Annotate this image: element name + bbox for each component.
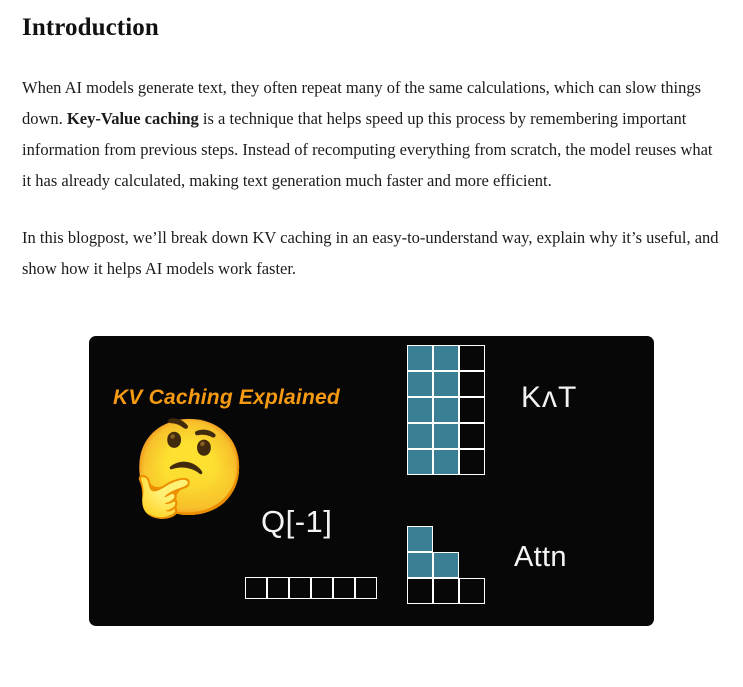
grid-cell — [459, 578, 485, 604]
grid-cell — [433, 423, 459, 449]
grid-cell — [407, 371, 433, 397]
emphasis-text: Key-Value caching — [66, 109, 199, 128]
grid-cell — [407, 345, 433, 371]
grid-cell — [407, 397, 433, 423]
grid-cell — [407, 552, 433, 578]
grid-cell — [245, 577, 267, 599]
figure-title: KV Caching Explained — [113, 386, 340, 409]
grid-cell — [311, 577, 333, 599]
grid-cell — [407, 526, 433, 552]
grid-cell — [333, 577, 355, 599]
grid-cell — [433, 345, 459, 371]
thinking-face-icon: 🤔 — [131, 417, 249, 521]
page-title: Introduction — [22, 14, 159, 41]
attention-grid — [407, 526, 485, 604]
grid-cell — [459, 552, 485, 578]
attn-label: Attn — [514, 541, 567, 573]
query-label: Q[-1] — [261, 504, 333, 539]
grid-cell — [433, 578, 459, 604]
grid-cell — [355, 577, 377, 599]
grid-cell — [267, 577, 289, 599]
figure-container — [22, 336, 721, 626]
grid-cell — [459, 397, 485, 423]
kv-cache-grid — [407, 345, 485, 475]
grid-cell — [433, 371, 459, 397]
grid-cell — [459, 526, 485, 552]
grid-cell — [433, 449, 459, 475]
grid-cell — [289, 577, 311, 599]
paragraph-overview — [22, 222, 721, 284]
grid-cell — [459, 345, 485, 371]
plain-text: In this blogpost, we’ll break down KV caching in an easy-to-understand way, explain why it’s useful, and show how it helps AI models work faster. — [22, 228, 719, 278]
plain-text: When AI models generate text, they often repeat many of the same calculations, which can slow things down. — [22, 78, 702, 128]
grid-cell — [407, 449, 433, 475]
kv-caching-figure — [89, 336, 654, 626]
grid-cell — [459, 423, 485, 449]
grid-cell — [433, 552, 459, 578]
plain-text: is a technique that helps speed up this process by remembering important information from previous steps. Instead of recomputing everything from scratch, the model reuses what it has already calculated, making text generation much faster and more efficient. — [22, 109, 713, 190]
grid-cell — [433, 526, 459, 552]
grid-cell — [407, 578, 433, 604]
grid-cell — [433, 397, 459, 423]
grid-cell — [459, 371, 485, 397]
paragraph-intro — [22, 72, 721, 196]
kv-label: KʌT — [521, 381, 578, 414]
query-vector-grid — [245, 577, 377, 599]
grid-cell — [459, 449, 485, 475]
grid-cell — [407, 423, 433, 449]
